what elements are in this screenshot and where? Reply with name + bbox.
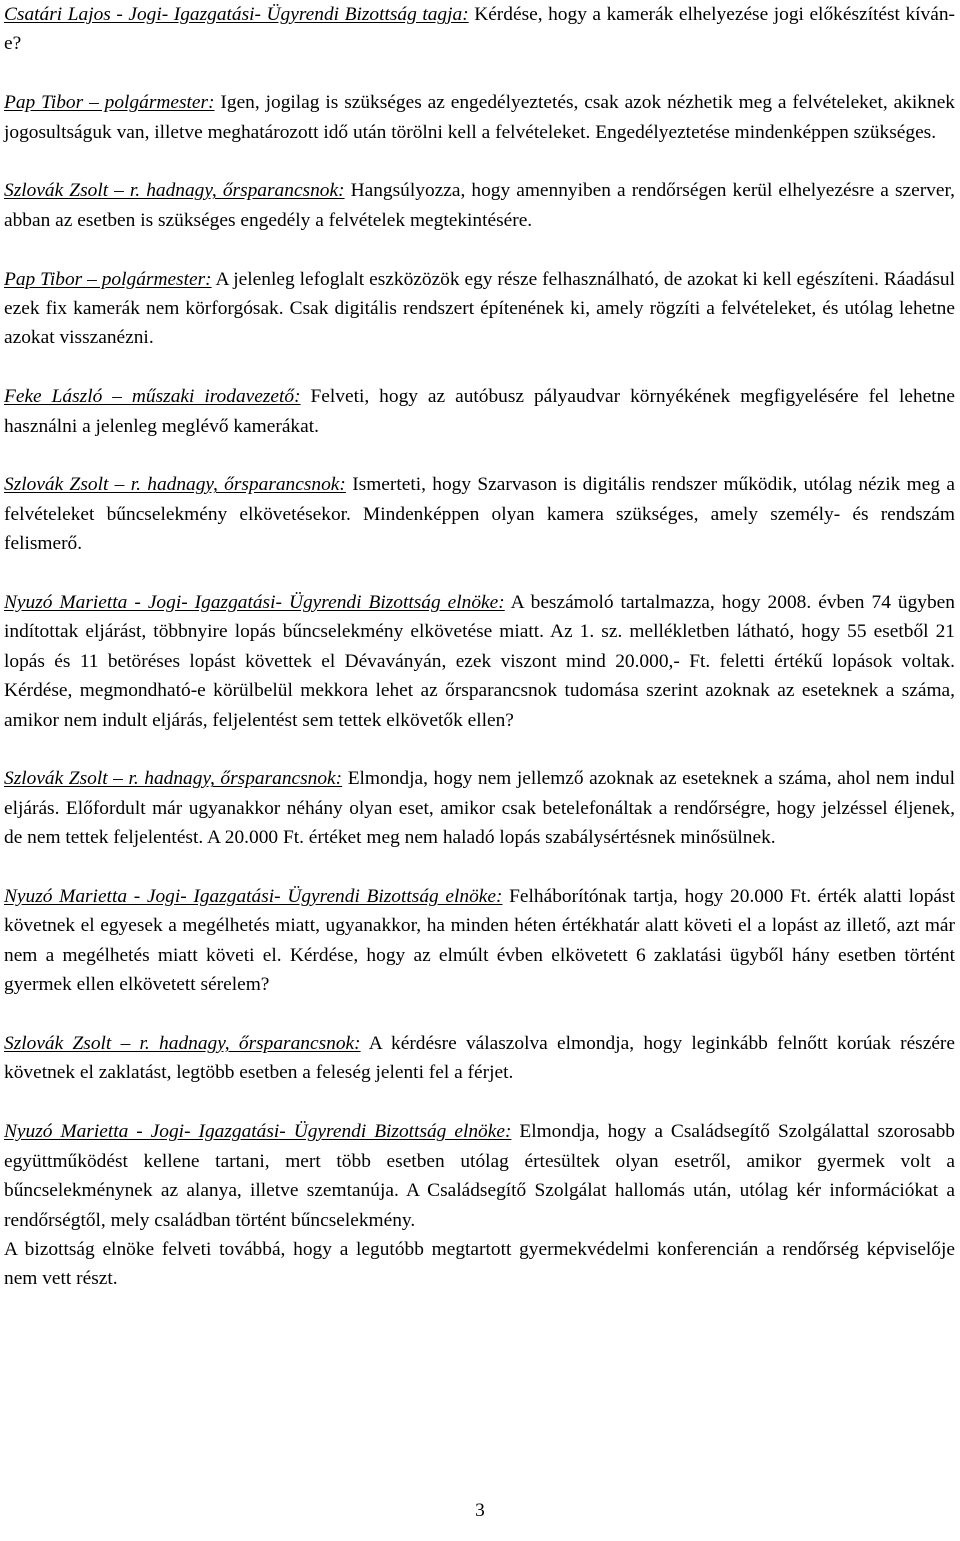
- speaker-label: Szlovák Zsolt – r. hadnagy, őrsparancsnok:: [4, 1033, 361, 1055]
- document-page: [4, 0, 955, 1323]
- paragraph-text: Elmondja, hogy nem jellemző azoknak az eseteknek a száma, ahol nem indul eljárás. Előfordult már ugyanakkor néhány olyan eset, amikor csak betelefonáltak a rendőrségre, hogy jelzéssel éljenek, de nem tettek feljelentést. A 20.000 Ft. értéket meg nem haladó lopás szabálysértésnek minősülnek.: [4, 768, 955, 849]
- paragraph-9: [4, 1029, 955, 1088]
- paragraph-5: [4, 470, 955, 558]
- paragraph-text: Igen, jogilag is szükséges az engedélyeztetés, csak azok nézhetik meg a felvételeket, akiknek jogosultságuk van, illetve meghatározott idő után törölni kell a felvételeket. Engedélyeztetése mindenképpen szükséges.: [4, 92, 955, 143]
- speaker-label: Nyuzó Marietta - Jogi- Igazgatási- Ügyrendi Bizottság elnöke:: [4, 886, 503, 908]
- speaker-label: Szlovák Zsolt – r. hadnagy, őrsparancsnok:: [4, 180, 345, 202]
- paragraph-text: A kérdésre válaszolva elmondja, hogy leginkább felnőtt korúak részére követnek el zaklatást, legtöbb esetben a feleség jelenti fel a férjet.: [4, 1033, 955, 1084]
- paragraph-text: Elmondja, hogy a Családsegítő Szolgálattal szorosabb együttműködést kellene tartani, mert több esetben utólag értesültek olyan esetről, amikor gyermek volt a bűncselekménynek az alanya, illetve szemtanúja. A Családsegítő Szolgálat hallomás után, utólag kér információkat a rendőrségtől, mely családban történt bűncselekmény.: [4, 1121, 955, 1231]
- paragraph-6: [4, 588, 955, 735]
- speaker-label: Szlovák Zsolt – r. hadnagy, őrsparancsnok:: [4, 474, 346, 496]
- paragraph-text: Felháborítónak tartja, hogy 20.000 Ft. érték alatti lopást követnek el egyesek a megélhetés miatt, ugyanakkor, ha minden héten értékhatár alatt követi el a lopást az illető, azt már nem a megélhetés miatt követi el. Kérdése, hogy az elmúlt évben elkövetett 6 zaklatási ügyből hány esetben történt gyermek ellen elkövetett sérelem?: [4, 886, 955, 996]
- speaker-label: Nyuzó Marietta - Jogi- Igazgatási- Ügyrendi Bizottság elnöke:: [4, 592, 505, 614]
- paragraph-3: [4, 265, 955, 353]
- speaker-label: Csatári Lajos - Jogi- Igazgatási- Ügyrendi Bizottság tagja:: [4, 4, 469, 25]
- speaker-label: Pap Tibor – polgármester:: [4, 92, 215, 114]
- paragraph-text: Kérdése, hogy a kamerák elhelyezése jogi előkészítést kíván-e?: [4, 4, 955, 55]
- page-number: 3: [475, 1500, 485, 1521]
- speaker-label: Pap Tibor – polgármester:: [4, 268, 212, 290]
- paragraph-11: [4, 1235, 955, 1294]
- paragraph-8: [4, 882, 955, 1000]
- speaker-label: Feke László – műszaki irodavezető:: [4, 386, 301, 408]
- paragraph-4: [4, 382, 955, 441]
- paragraph-text: A jelenleg lefoglalt eszközözök egy része felhasználható, de azokat ki kell egészíteni. Ráadásul ezek fix kamerák nem körforgósak. Csak digitális rendszert építenének ki, amely rögzíti a felvételeket, és utólag lehetne azokat visszanézni.: [4, 268, 955, 349]
- paragraph-0: [4, 0, 955, 59]
- paragraph-10: [4, 1117, 955, 1235]
- paragraph-text: Felveti, hogy az autóbusz pályaudvar környékének megfigyelésére fel lehetne használni a jelenleg meglévő kamerákat.: [4, 386, 955, 437]
- paragraph-2: [4, 176, 955, 235]
- paragraph-text: Ismerteti, hogy Szarvason is digitális rendszer működik, utólag nézik meg a felvételeket bűncselekmény elkövetésekor. Mindenképpen olyan kamera szükséges, amely személy- és rendszám felismerő.: [4, 474, 955, 555]
- speaker-label: Szlovák Zsolt – r. hadnagy, őrsparancsnok:: [4, 768, 343, 790]
- speaker-label: Nyuzó Marietta - Jogi- Igazgatási- Ügyrendi Bizottság elnöke:: [4, 1121, 512, 1143]
- paragraph-text: A bizottság elnöke felveti továbbá, hogy a legutóbb megtartott gyermekvédelmi konferencián a rendőrség képviselője nem vett részt.: [4, 1238, 955, 1290]
- paragraph-7: [4, 764, 955, 852]
- paragraph-text: A beszámoló tartalmazza, hogy 2008. évben 74 ügyben indítottak eljárást, többnyire lopás bűncselekmény elkövetése miatt. Az 1. sz. mellékletben látható, hogy 55 esetből 21 lopás és 11 betöréses lopást követtek el Dévaványán, ezek viszont mind 20.000,- Ft. feletti értékű lopások voltak. Kérdése, megmondható-e körülbelül mekkora lehet az őrsparancsnok tudomása szerint azoknak az eseteknek a száma, amikor nem indult eljárás, feljelentést sem tettek elkövetők ellen?: [4, 592, 955, 731]
- paragraph-1: [4, 88, 955, 147]
- paragraph-text: Hangsúlyozza, hogy amennyiben a rendőrségen kerül elhelyezésre a szerver, abban az esetben is szükséges engedély a felvételek megtekintésére.: [4, 180, 955, 231]
